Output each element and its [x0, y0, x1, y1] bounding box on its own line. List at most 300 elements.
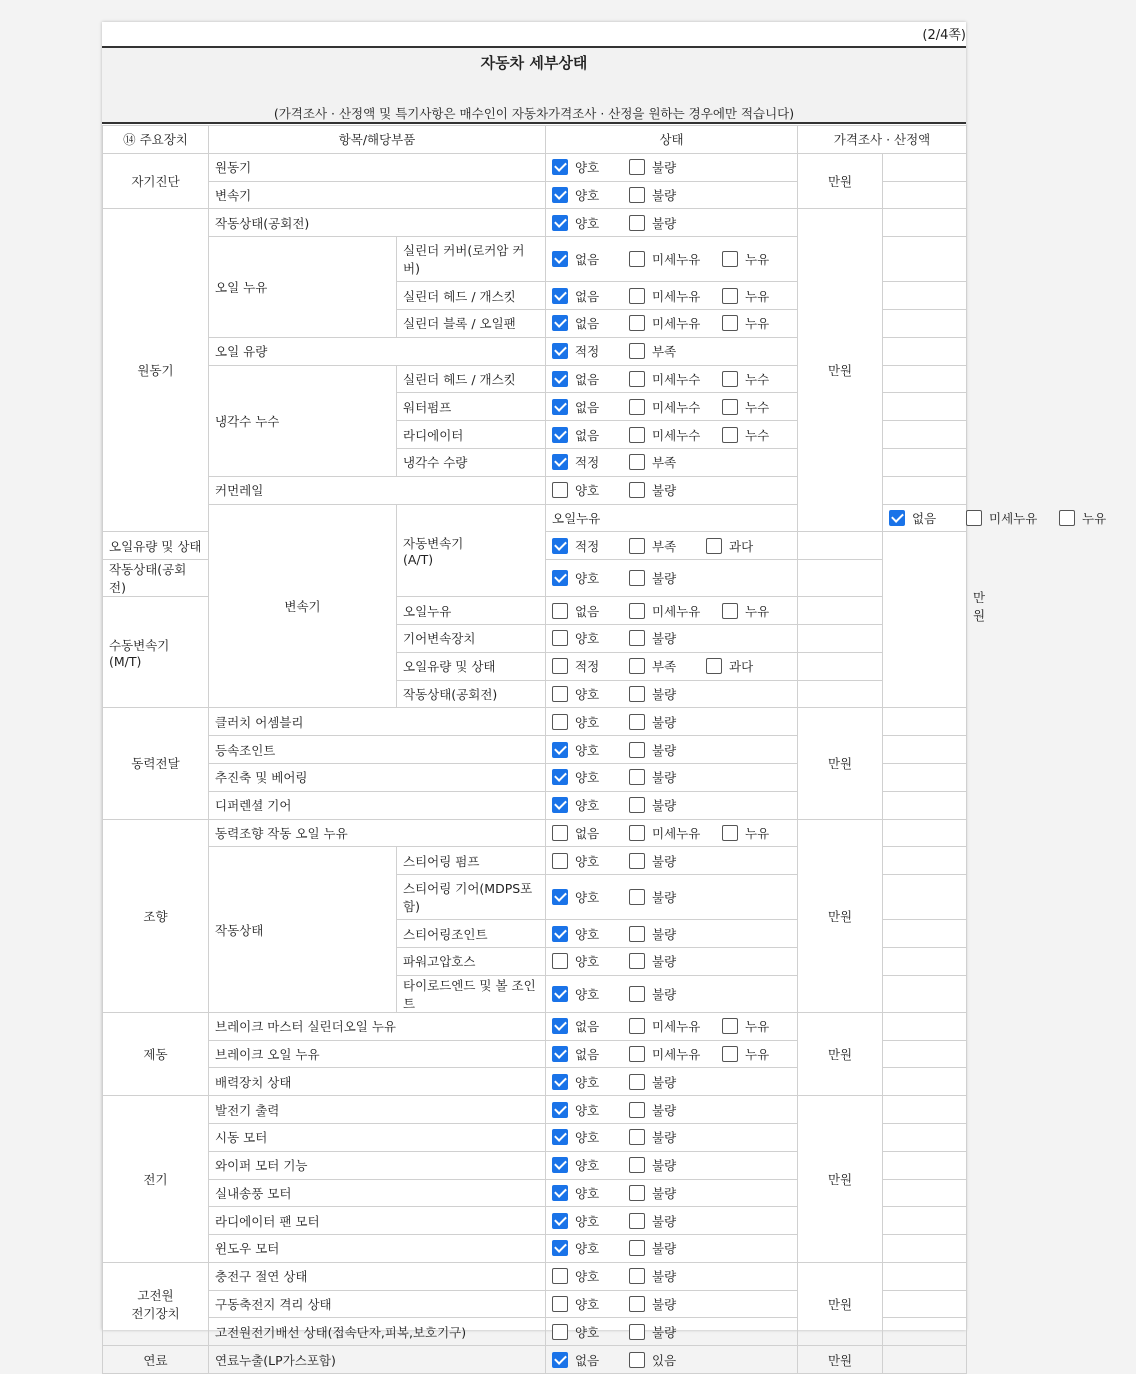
- status-options: [546, 393, 798, 421]
- option-good[interactable]: [552, 713, 615, 731]
- option-minor_leak[interactable]: [629, 287, 708, 305]
- option-bad[interactable]: [629, 796, 692, 814]
- checkbox-unchecked[interactable]: [629, 1046, 645, 1062]
- option-bad[interactable]: [629, 569, 692, 587]
- option-label: 불량: [652, 1241, 677, 1257]
- checkbox-checked[interactable]: [552, 343, 568, 359]
- option-bad[interactable]: [629, 629, 692, 647]
- subitem-run_idle: 작동상태(공회전): [103, 560, 209, 597]
- price-input[interactable]: [883, 153, 967, 181]
- checkbox-checked[interactable]: [552, 371, 568, 387]
- checkbox-unchecked[interactable]: [722, 251, 738, 267]
- checkbox-unchecked[interactable]: [552, 1268, 568, 1284]
- checkbox-checked[interactable]: [552, 1102, 568, 1118]
- checkbox-checked[interactable]: [552, 1046, 568, 1062]
- option-good[interactable]: [552, 1184, 615, 1202]
- option-none[interactable]: [552, 824, 615, 842]
- option-bad[interactable]: [629, 925, 692, 943]
- option-label: 적정: [575, 538, 600, 554]
- option-label: 양호: [575, 926, 600, 942]
- option-label: 불량: [652, 215, 677, 231]
- option-proper[interactable]: [552, 342, 615, 360]
- price-input[interactable]: [883, 393, 967, 421]
- subitem-gear_shift: 기어변속장치: [397, 624, 546, 652]
- option-good[interactable]: [552, 1295, 615, 1313]
- checkbox-unchecked[interactable]: [629, 215, 645, 231]
- checkbox-checked[interactable]: [552, 570, 568, 586]
- status-options: [546, 1068, 798, 1096]
- option-bad[interactable]: [629, 1101, 692, 1119]
- checkbox-unchecked[interactable]: [629, 686, 645, 702]
- item-hv_wiring: 고전원전기배선 상태(접속단자,피복,보호기구): [209, 1318, 546, 1346]
- checkbox-unchecked[interactable]: [629, 1185, 645, 1201]
- option-bad[interactable]: [629, 1156, 692, 1174]
- option-label: 누유: [745, 603, 770, 619]
- option-good[interactable]: [552, 852, 615, 870]
- checkbox-unchecked[interactable]: [1059, 510, 1075, 526]
- option-label: 불량: [652, 986, 677, 1002]
- checkbox-checked[interactable]: [552, 1129, 568, 1145]
- checkbox-unchecked[interactable]: [552, 603, 568, 619]
- option-minor_leak[interactable]: [629, 314, 708, 332]
- checkbox-checked[interactable]: [552, 797, 568, 813]
- checkbox-unchecked[interactable]: [629, 953, 645, 969]
- option-label: 미세누유: [652, 316, 701, 332]
- checkbox-checked[interactable]: [552, 1352, 568, 1368]
- price-input[interactable]: [883, 237, 967, 282]
- option-minor_seep[interactable]: [629, 370, 708, 388]
- option-minor_seep[interactable]: [629, 426, 708, 444]
- option-bad[interactable]: [629, 768, 692, 786]
- checkbox-unchecked[interactable]: [552, 630, 568, 646]
- price-input[interactable]: [883, 975, 967, 1012]
- option-label: 미세누수: [652, 427, 701, 443]
- option-good[interactable]: [552, 925, 615, 943]
- checkbox-unchecked[interactable]: [629, 742, 645, 758]
- option-bad[interactable]: [629, 888, 692, 906]
- checkbox-checked[interactable]: [552, 187, 568, 203]
- option-label: 양호: [575, 770, 600, 786]
- price-input[interactable]: [883, 209, 967, 237]
- option-label: 미세누유: [652, 603, 701, 619]
- option-label: 양호: [575, 1130, 600, 1146]
- option-proper[interactable]: [552, 657, 615, 675]
- checkbox-unchecked[interactable]: [629, 1268, 645, 1284]
- option-good[interactable]: [552, 569, 615, 587]
- option-label: 적정: [575, 455, 600, 471]
- checkbox-unchecked[interactable]: [629, 1129, 645, 1145]
- category-fuel: 연료: [103, 1346, 209, 1374]
- option-minor_leak[interactable]: [629, 1017, 708, 1035]
- option-leak[interactable]: [722, 250, 785, 268]
- option-label: 없음: [575, 371, 600, 387]
- checkbox-unchecked[interactable]: [722, 371, 738, 387]
- option-minor_leak[interactable]: [966, 509, 1045, 527]
- option-label: 과다: [729, 659, 754, 675]
- checkbox-unchecked[interactable]: [629, 1102, 645, 1118]
- checkbox-unchecked[interactable]: [629, 288, 645, 304]
- price-unit: 만원: [798, 1262, 883, 1345]
- checkbox-checked[interactable]: [552, 986, 568, 1002]
- status-options: [546, 652, 798, 680]
- option-bad[interactable]: [629, 685, 692, 703]
- checkbox-unchecked[interactable]: [629, 825, 645, 841]
- checkbox-unchecked[interactable]: [629, 251, 645, 267]
- option-good[interactable]: [552, 1267, 615, 1285]
- checkbox-unchecked[interactable]: [552, 1324, 568, 1340]
- status-options: [546, 181, 798, 209]
- checkbox-checked[interactable]: [552, 1157, 568, 1173]
- checkbox-unchecked[interactable]: [629, 1240, 645, 1256]
- option-good[interactable]: [552, 1156, 615, 1174]
- checkbox-unchecked[interactable]: [629, 926, 645, 942]
- checkbox-unchecked[interactable]: [722, 1018, 738, 1034]
- option-minor_leak[interactable]: [629, 250, 708, 268]
- option-proper[interactable]: [552, 453, 615, 471]
- option-good[interactable]: [552, 1239, 615, 1257]
- price-input[interactable]: [883, 1235, 967, 1263]
- option-good[interactable]: [552, 158, 615, 176]
- option-good[interactable]: [552, 481, 615, 499]
- checkbox-unchecked[interactable]: [629, 1324, 645, 1340]
- option-label: 양호: [575, 1074, 600, 1090]
- checkbox-unchecked[interactable]: [629, 769, 645, 785]
- price-input[interactable]: [883, 1012, 967, 1040]
- checkbox-checked[interactable]: [552, 427, 568, 443]
- checkbox-unchecked[interactable]: [722, 825, 738, 841]
- option-bad[interactable]: [629, 1267, 692, 1285]
- option-none[interactable]: [552, 1017, 615, 1035]
- option-good[interactable]: [552, 214, 615, 232]
- checkbox-unchecked[interactable]: [722, 288, 738, 304]
- option-short[interactable]: [629, 342, 692, 360]
- checkbox-unchecked[interactable]: [552, 658, 568, 674]
- price-input[interactable]: [798, 680, 883, 708]
- price-input[interactable]: [883, 1123, 967, 1151]
- option-bad[interactable]: [629, 1184, 692, 1202]
- price-input[interactable]: [883, 1068, 967, 1096]
- checkbox-unchecked[interactable]: [629, 1352, 645, 1368]
- option-label: 불량: [652, 714, 677, 730]
- checkbox-unchecked[interactable]: [629, 482, 645, 498]
- item-brake_oil: 브레이크 오일 누유: [209, 1040, 546, 1068]
- checkbox-unchecked[interactable]: [552, 1296, 568, 1312]
- option-none[interactable]: [552, 287, 615, 305]
- price-input[interactable]: [883, 791, 967, 819]
- checkbox-unchecked[interactable]: [629, 570, 645, 586]
- status-options: [546, 1235, 798, 1263]
- status-options: [546, 1346, 798, 1374]
- title-box: [102, 46, 966, 124]
- option-proper[interactable]: [552, 537, 615, 555]
- option-none[interactable]: [552, 250, 615, 268]
- option-label: 양호: [575, 483, 600, 499]
- category-steering: 조향: [103, 819, 209, 1012]
- option-none[interactable]: [552, 314, 615, 332]
- status-options: [546, 847, 798, 875]
- checkbox-checked[interactable]: [552, 769, 568, 785]
- option-good[interactable]: [552, 186, 615, 204]
- price-input[interactable]: [883, 1096, 967, 1124]
- checkbox-checked[interactable]: [552, 1213, 568, 1229]
- checkbox-checked[interactable]: [552, 1185, 568, 1201]
- item-blower: 실내송풍 모터: [209, 1179, 546, 1207]
- checkbox-checked[interactable]: [552, 1074, 568, 1090]
- price-input[interactable]: [798, 652, 883, 680]
- checkbox-unchecked[interactable]: [629, 797, 645, 813]
- price-input[interactable]: [883, 1040, 967, 1068]
- option-excess[interactable]: [706, 657, 769, 675]
- option-bad[interactable]: [629, 1128, 692, 1146]
- option-label: 미세누유: [652, 252, 701, 268]
- option-none[interactable]: [889, 509, 952, 527]
- price-input[interactable]: [883, 365, 967, 393]
- option-bad[interactable]: [629, 186, 692, 204]
- option-bad[interactable]: [629, 852, 692, 870]
- option-label: 불량: [652, 798, 677, 814]
- option-bad[interactable]: [629, 1239, 692, 1257]
- status-options: [546, 309, 798, 337]
- option-bad[interactable]: [629, 1295, 692, 1313]
- subitem-cyl_head: 실린더 헤드 / 개스킷: [397, 365, 546, 393]
- price-input[interactable]: [883, 763, 967, 791]
- option-leak[interactable]: [722, 602, 785, 620]
- option-leak[interactable]: [722, 1045, 785, 1063]
- price-input[interactable]: [798, 560, 883, 597]
- checkbox-checked[interactable]: [552, 742, 568, 758]
- status-options: [546, 763, 798, 791]
- price-input[interactable]: [883, 1346, 967, 1374]
- price-input[interactable]: [883, 920, 967, 948]
- checkbox-unchecked[interactable]: [629, 538, 645, 554]
- checkbox-unchecked[interactable]: [629, 714, 645, 730]
- option-seep[interactable]: [722, 370, 785, 388]
- checkbox-unchecked[interactable]: [706, 538, 722, 554]
- price-input[interactable]: [798, 624, 883, 652]
- option-none[interactable]: [552, 1351, 615, 1369]
- checkbox-checked[interactable]: [552, 288, 568, 304]
- subitem-oil_leak2: 오일누유: [546, 504, 798, 532]
- checkbox-unchecked[interactable]: [629, 1157, 645, 1173]
- option-label: 누유: [745, 252, 770, 268]
- option-leak[interactable]: [722, 287, 785, 305]
- checkbox-checked[interactable]: [552, 538, 568, 554]
- option-bad[interactable]: [629, 158, 692, 176]
- option-minor_leak[interactable]: [629, 824, 708, 842]
- option-good[interactable]: [552, 741, 615, 759]
- option-good[interactable]: [552, 1073, 615, 1091]
- option-bad[interactable]: [629, 713, 692, 731]
- option-seep[interactable]: [722, 426, 785, 444]
- checkbox-checked[interactable]: [552, 159, 568, 175]
- price-input[interactable]: [883, 448, 967, 476]
- option-exists[interactable]: [629, 1351, 692, 1369]
- option-short[interactable]: [629, 657, 692, 675]
- option-label: 없음: [575, 427, 600, 443]
- item-transmission: 변속기: [209, 181, 546, 209]
- checkbox-unchecked[interactable]: [629, 1074, 645, 1090]
- option-good[interactable]: [552, 1128, 615, 1146]
- checkbox-unchecked[interactable]: [629, 1296, 645, 1312]
- checkbox-unchecked[interactable]: [722, 315, 738, 331]
- price-input[interactable]: [883, 181, 967, 209]
- price-input[interactable]: [883, 1207, 967, 1235]
- price-input[interactable]: [883, 1318, 967, 1346]
- checkbox-unchecked[interactable]: [552, 686, 568, 702]
- price-input[interactable]: [883, 1179, 967, 1207]
- option-bad[interactable]: [629, 1073, 692, 1091]
- option-bad[interactable]: [629, 952, 692, 970]
- checkbox-checked[interactable]: [552, 399, 568, 415]
- option-none[interactable]: [552, 1045, 615, 1063]
- option-none[interactable]: [552, 426, 615, 444]
- checkbox-unchecked[interactable]: [722, 399, 738, 415]
- price-input[interactable]: [883, 875, 967, 920]
- price-input[interactable]: [798, 597, 883, 625]
- price-input[interactable]: [883, 708, 967, 736]
- checkbox-unchecked[interactable]: [722, 1046, 738, 1062]
- header-item: 항목/해당부품: [209, 126, 546, 154]
- option-label: 부족: [652, 659, 677, 675]
- option-label: 미세누수: [652, 371, 701, 387]
- price-input[interactable]: [883, 847, 967, 875]
- checkbox-checked[interactable]: [552, 315, 568, 331]
- option-short[interactable]: [629, 537, 692, 555]
- option-bad[interactable]: [629, 214, 692, 232]
- item-fuel_leak: 연료누출(LP가스포함): [209, 1346, 546, 1374]
- checkbox-unchecked[interactable]: [722, 603, 738, 619]
- checkbox-checked[interactable]: [552, 215, 568, 231]
- checkbox-unchecked[interactable]: [552, 825, 568, 841]
- checkbox-unchecked[interactable]: [552, 482, 568, 498]
- price-input[interactable]: [883, 476, 967, 504]
- option-label: 부족: [652, 538, 677, 554]
- option-label: 양호: [575, 954, 600, 970]
- checkbox-unchecked[interactable]: [629, 889, 645, 905]
- checkbox-checked[interactable]: [552, 454, 568, 470]
- checkbox-unchecked[interactable]: [629, 603, 645, 619]
- price-input[interactable]: [883, 819, 967, 847]
- price-input[interactable]: [798, 532, 883, 560]
- option-short[interactable]: [629, 453, 692, 471]
- status-options: [546, 1151, 798, 1179]
- option-bad[interactable]: [629, 1212, 692, 1230]
- table-row: [103, 1096, 967, 1124]
- option-label: 미세누유: [652, 1046, 701, 1062]
- checkbox-unchecked[interactable]: [706, 658, 722, 674]
- option-good[interactable]: [552, 796, 615, 814]
- option-bad[interactable]: [629, 985, 692, 1003]
- checkbox-checked[interactable]: [889, 510, 905, 526]
- status-options: [546, 1012, 798, 1040]
- price-input[interactable]: [883, 1262, 967, 1290]
- price-input[interactable]: [883, 337, 967, 365]
- option-bad[interactable]: [629, 481, 692, 499]
- price-input[interactable]: [883, 309, 967, 337]
- checkbox-unchecked[interactable]: [552, 714, 568, 730]
- item-oil_level: 오일 유량: [209, 337, 546, 365]
- checkbox-unchecked[interactable]: [629, 315, 645, 331]
- price-input[interactable]: [883, 282, 967, 310]
- option-label: 불량: [652, 1074, 677, 1090]
- option-good[interactable]: [552, 629, 615, 647]
- status-options: [546, 153, 798, 181]
- price-input[interactable]: [883, 736, 967, 764]
- price-input[interactable]: [883, 421, 967, 449]
- table-row: [103, 209, 967, 237]
- checkbox-unchecked[interactable]: [629, 1018, 645, 1034]
- checkbox-unchecked[interactable]: [629, 454, 645, 470]
- option-minor_leak[interactable]: [629, 602, 708, 620]
- checkbox-unchecked[interactable]: [552, 953, 568, 969]
- option-leak[interactable]: [1059, 509, 1122, 527]
- checkbox-checked[interactable]: [552, 251, 568, 267]
- option-seep[interactable]: [722, 398, 785, 416]
- option-label: 양호: [575, 571, 600, 587]
- option-leak[interactable]: [722, 824, 785, 842]
- price-input[interactable]: [883, 1151, 967, 1179]
- checkbox-unchecked[interactable]: [629, 399, 645, 415]
- item-battery: 구동축전지 격리 상태: [209, 1290, 546, 1318]
- option-none[interactable]: [552, 602, 615, 620]
- status-options: [546, 1207, 798, 1235]
- subitem-tie_rod: 타이로드엔드 및 볼 조인트: [397, 975, 546, 1012]
- checkbox-unchecked[interactable]: [629, 187, 645, 203]
- option-label: 양호: [575, 1324, 600, 1340]
- option-good[interactable]: [552, 768, 615, 786]
- checkbox-checked[interactable]: [552, 1240, 568, 1256]
- option-good[interactable]: [552, 888, 615, 906]
- checkbox-unchecked[interactable]: [629, 427, 645, 443]
- option-minor_seep[interactable]: [629, 398, 708, 416]
- subitem-oil_level_cond: 오일유량 및 상태: [103, 532, 209, 560]
- option-none[interactable]: [552, 398, 615, 416]
- checkbox-checked[interactable]: [552, 926, 568, 942]
- checkbox-unchecked[interactable]: [629, 630, 645, 646]
- price-input[interactable]: [883, 1290, 967, 1318]
- option-good[interactable]: [552, 1101, 615, 1119]
- checkbox-unchecked[interactable]: [629, 986, 645, 1002]
- option-good[interactable]: [552, 1323, 615, 1341]
- checkbox-unchecked[interactable]: [629, 371, 645, 387]
- checkbox-unchecked[interactable]: [629, 853, 645, 869]
- option-label: 불량: [652, 1185, 677, 1201]
- checkbox-unchecked[interactable]: [722, 427, 738, 443]
- option-label: 양호: [575, 1241, 600, 1257]
- option-none[interactable]: [552, 370, 615, 388]
- checkbox-unchecked[interactable]: [629, 159, 645, 175]
- option-minor_leak[interactable]: [629, 1045, 708, 1063]
- option-leak[interactable]: [722, 314, 785, 332]
- option-leak[interactable]: [722, 1017, 785, 1035]
- checkbox-unchecked[interactable]: [629, 1213, 645, 1229]
- price-input[interactable]: [883, 947, 967, 975]
- option-label: 과다: [729, 538, 754, 554]
- checkbox-unchecked[interactable]: [966, 510, 982, 526]
- checkbox-unchecked[interactable]: [629, 343, 645, 359]
- checkbox-unchecked[interactable]: [629, 658, 645, 674]
- option-good[interactable]: [552, 985, 615, 1003]
- option-good[interactable]: [552, 952, 615, 970]
- checkbox-checked[interactable]: [552, 889, 568, 905]
- option-bad[interactable]: [629, 1323, 692, 1341]
- option-good[interactable]: [552, 685, 615, 703]
- option-excess[interactable]: [706, 537, 769, 555]
- option-bad[interactable]: [629, 741, 692, 759]
- checkbox-unchecked[interactable]: [552, 853, 568, 869]
- checkbox-checked[interactable]: [552, 1018, 568, 1034]
- option-good[interactable]: [552, 1212, 615, 1230]
